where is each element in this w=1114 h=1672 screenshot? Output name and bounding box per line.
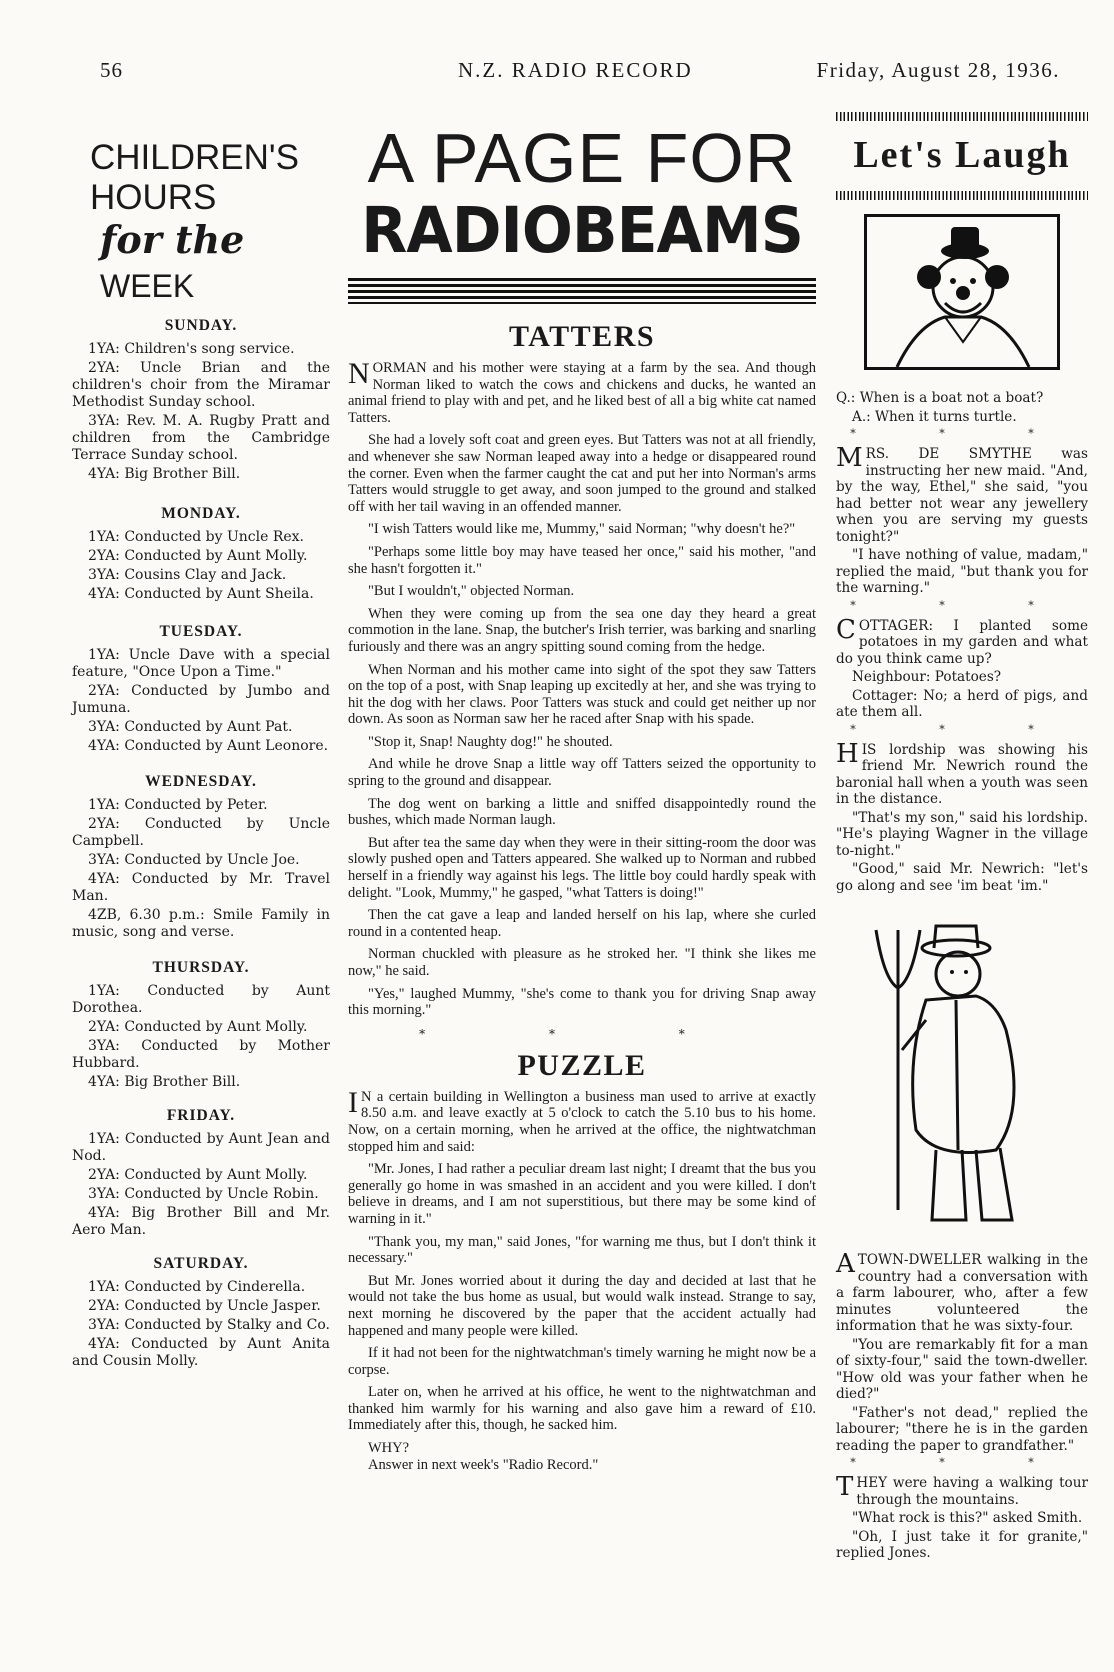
joke-question: Q.: When is a boat not a boat? xyxy=(836,390,1044,406)
headline-rules-divider xyxy=(348,278,816,304)
joke-line: "Oh, I just take it for granite," replied Jones. xyxy=(836,1528,1088,1561)
schedule-entry: 2YA: Conducted by Jumbo and Jumuna. xyxy=(72,683,330,716)
story-paragraph: If it had not been for the nightwatchman's timely warning he might now be a corpse. xyxy=(348,1345,816,1378)
schedule-entry: 3YA: Conducted by Mother Hubbard. xyxy=(72,1038,330,1071)
clown-icon xyxy=(867,217,1057,367)
schedule-entry: 3YA: Conducted by Uncle Robin. xyxy=(88,1186,319,1202)
schedule-entry: 1YA: Children's song service. xyxy=(88,341,295,357)
schedule-entry: 1YA: Conducted by Aunt Jean and Nod. xyxy=(72,1131,330,1164)
puzzle-title: PUZZLE xyxy=(517,1048,647,1082)
schedule-entry: 2YA: Uncle Brian and the children's choir from the Miramar Methodist Sunday school. xyxy=(72,360,330,410)
dropcap: H xyxy=(836,738,859,769)
dashed-rule-top xyxy=(836,112,1088,121)
dropcap: N xyxy=(348,357,370,390)
story-paragraph: And while he drove Snap a little way off Tatters seized the opportunity to spring to the ground and disappear. xyxy=(348,756,816,790)
joke-answer: A.: When it turns turtle. xyxy=(852,408,1017,425)
subtitle-week: WEEK xyxy=(100,268,195,304)
masthead: N.Z. RADIO RECORD xyxy=(458,58,693,82)
story-paragraph: Then the cat gave a leap and landed herself on his lap, where she curled round in a contented heap. xyxy=(348,907,816,940)
clown-illustration xyxy=(864,214,1060,370)
schedule-entry: 4YA: Big Brother Bill and Mr. Aero Man. xyxy=(72,1205,330,1238)
farmer-illustration xyxy=(836,910,1088,1240)
dropcap: C xyxy=(836,614,856,645)
schedule-entry: 3YA: Conducted by Uncle Joe. xyxy=(88,852,300,868)
joke-mrs-de-smythe: MRS. DE SMYTHE was instructing her new maid. "And, by the way, Ethel," she said, "you had better not wear any jewellery when you are serving my guests tonight?" xyxy=(836,443,1088,545)
joke-line: "You are remarkably fit for a man of sixty-four," said the town-dweller. "How old was your father when he died?" xyxy=(836,1336,1088,1402)
headline-radiobeams: RADIOBEAMS xyxy=(361,194,803,268)
day-monday xyxy=(72,505,330,603)
radiobeams-column xyxy=(348,120,816,1473)
joke-line: Cottager: No; a herd of pigs, and ate them all. xyxy=(836,687,1088,720)
subtitle-script: for the xyxy=(100,217,245,262)
schedule-entry: 4YA: Conducted by Aunt Leonore. xyxy=(88,738,329,754)
day-sunday xyxy=(72,317,330,483)
story-paragraph: The dog went on barking a little and sniffed disappointedly round the bushes, which made Norman laugh. xyxy=(348,795,816,829)
childrens-hours-subtitle xyxy=(100,218,330,308)
day-heading: THURSDAY. xyxy=(152,959,250,976)
joke-line: "What rock is this?" asked Smith. xyxy=(852,1510,1083,1526)
joke-line: "That's my son," said his lordship. "He's playing Wagner in the village to-night." xyxy=(836,809,1088,859)
dropcap: I xyxy=(348,1085,358,1119)
schedule-entry: 3YA: Conducted by Stalky and Co. xyxy=(88,1317,330,1333)
joke-line: "I have nothing of value, madam," replied the maid, "but thank you for the warning." xyxy=(836,547,1088,596)
day-thursday xyxy=(72,959,330,1091)
lets-laugh-title: Let's Laugh xyxy=(853,134,1071,176)
dashed-rule-bottom xyxy=(836,191,1088,200)
childrens-hours-title: CHILDREN'S HOURS xyxy=(90,138,299,217)
joke-line: "Good," said Mr. Newrich: "let's go along and see 'im beat 'im." xyxy=(836,861,1088,894)
story-paragraph: When they were coming up from the sea one day they heard a great commotion in the lane. Snap, the butcher's Irish terrier, was barking and snarling furiously and there was an angry spitting sound coming from the hedge. xyxy=(348,605,816,655)
day-friday xyxy=(72,1107,330,1239)
tatters-first-paragraph: NORMAN and his mother were staying at a farm by the sea. And though Norman liked to watch the cows and chickens and ducks, he wanted an animal friend to play with and pet, and he liked best of all a big white cat named Tatters. xyxy=(348,357,816,426)
story-paragraph: "Perhaps some little boy may have teased her once," said his mother, "and she hasn't forgotten it." xyxy=(348,543,816,577)
story-paragraph: But after tea the same day when they were in their sitting-room the door was slowly pushed open and Tatters appeared. She walked up to Norman and rubbed herself in a friendly way against his legs. The little boy could hardly speak with delight. "Look, Mummy," he gasped, "what Tatters is doing!" xyxy=(348,834,816,901)
story-paragraph: Norman chuckled with pleasure as he stroked her. "I think she likes me now," he said. xyxy=(348,946,816,979)
joke-lordship: HIS lordship was showing his friend Mr. Newrich round the baronial hall when a youth was seen in the distance. xyxy=(836,738,1088,807)
headline-a-page-for: A PAGE FOR xyxy=(367,119,797,197)
joke-separator: * * * xyxy=(850,1456,1074,1469)
schedule-entry: 2YA: Conducted by Aunt Molly. xyxy=(88,548,308,564)
day-heading: SUNDAY. xyxy=(164,317,238,334)
story-paragraph: Later on, when he arrived at his office, he went to the nightwatchman and thanked him warmly for his warning and also gave him a reward of £10. Immediately after this, though, he sacked him. xyxy=(348,1384,816,1434)
schedule-entry: 1YA: Conducted by Aunt Dorothea. xyxy=(72,983,330,1016)
joke-walking-tour: THEY were having a walking tour through the mountains. xyxy=(836,1472,1088,1508)
childrens-hours-column xyxy=(72,138,330,1372)
joke-line: "Father's not dead," replied the labourer; "there he is in the garden reading the paper to grandfather." xyxy=(836,1404,1088,1454)
joke-separator: * * * xyxy=(850,722,1074,736)
day-heading: MONDAY. xyxy=(161,505,241,522)
story-paragraph: "I wish Tatters would like me, Mummy," said Norman; "why doesn't he?" xyxy=(368,521,796,538)
schedule-entry: 4YA: Conducted by Aunt Sheila. xyxy=(88,586,314,602)
puzzle-answer-note: Answer in next week's "Radio Record." xyxy=(368,1456,599,1473)
joke-town-dweller: ATOWN-DWELLER walking in the country had a conversation with a farm labourer, who, after a few minutes volunteered the information that he was sixty-four. xyxy=(836,1249,1088,1334)
page-header xyxy=(100,58,1060,88)
joke-separator: * * * xyxy=(850,598,1074,612)
section-separator: * * * xyxy=(419,1026,745,1041)
story-paragraph: "Thank you, my man," said Jones, "for warning me thus, but I don't think it necessary." xyxy=(348,1233,816,1267)
schedule-entry: 2YA: Conducted by Aunt Molly. xyxy=(88,1019,308,1035)
issue-date: Friday, August 28, 1936. xyxy=(816,58,1060,82)
dropcap: A xyxy=(836,1249,855,1279)
schedule-entry: 4YA: Conducted by Mr. Travel Man. xyxy=(72,871,330,904)
schedule-entry: 4YA: Big Brother Bill. xyxy=(88,466,241,482)
day-wednesday xyxy=(72,773,330,941)
story-paragraph: "Mr. Jones, I had rather a peculiar dream last night; I dreamt that the bus you generally go home in was smashed in an accident and you were killed. I don't believe in dreams, and I am not superstitious, but there may be some kind of warning in it." xyxy=(348,1161,816,1227)
joke-line: Neighbour: Potatoes? xyxy=(852,669,1002,685)
story-paragraph: She had a lovely soft coat and green eyes. But Tatters was not at all friendly, and whenever she saw Norman leaped away into a hedge or disappeared round the corner. Even when the farmer caught the cat and put her into Norman's arms Tatters would struggle to get away, and soon jumped to the ground and stalked off with her tail waving in an offended manner. xyxy=(348,432,816,515)
schedule-entry: 4ZB, 6.30 p.m.: Smile Family in music, song and verse. xyxy=(72,907,330,940)
dropcap: T xyxy=(836,1472,854,1502)
story-paragraph: But Mr. Jones worried about it during the day and decided at last that he would not take the bus home as usual, but would walk instead. Strange to say, next morning he discovered by the paper that the accident actually had happened and many people were killed. xyxy=(348,1272,816,1339)
page-number: 56 xyxy=(100,58,123,82)
schedule-entry: 3YA: Conducted by Aunt Pat. xyxy=(88,719,293,735)
schedule-entry: 3YA: Rev. M. A. Rugby Pratt and children from the Cambridge Terrace Sunday school. xyxy=(72,413,330,463)
day-saturday xyxy=(72,1255,330,1370)
schedule-entry: 1YA: Conducted by Peter. xyxy=(88,797,268,813)
day-tuesday xyxy=(72,623,330,755)
day-heading: SATURDAY. xyxy=(153,1255,249,1272)
joke-cottager: COTTAGER: I planted some potatoes in my garden and what do you think came up? xyxy=(836,614,1088,667)
story-paragraph: "Stop it, Snap! Naughty dog!" he shouted. xyxy=(368,733,613,750)
story-paragraph: When Norman and his mother came into sight of the spot they saw Tatters on the top of a post, with Snap leaping up excitedly at her, and she was trying to hit the dog with her claws. Poor Tatters was stuck and could get neither up nor down. As soon as Norman saw her he raced after Snap with his spade. xyxy=(348,661,816,728)
day-heading: TUESDAY. xyxy=(159,623,243,640)
schedule-entry: 4YA: Conducted by Aunt Anita and Cousin Molly. xyxy=(72,1336,330,1369)
puzzle-first-paragraph: I N a certain building in Wellington a business man used to arrive at exactly 8.50 a.m. and leave exactly at 5 o'clock to catch the 5.10 bus to his home. Now, on a certain morning, when he arrived at the office, the nightwatchman stopped him and said: xyxy=(348,1085,816,1155)
story-paragraph: "Yes," laughed Mummy, "she's come to thank you for driving Snap away this morning." xyxy=(348,985,816,1019)
joke-separator: * * * xyxy=(850,427,1074,440)
schedule-entry: 2YA: Conducted by Aunt Molly. xyxy=(88,1167,308,1183)
schedule-entry: 1YA: Uncle Dave with a special feature, "Once Upon a Time." xyxy=(72,647,330,680)
schedule-entry: 4YA: Big Brother Bill. xyxy=(88,1074,241,1090)
lets-laugh-column xyxy=(836,112,1088,1564)
schedule-entry: 2YA: Conducted by Uncle Campbell. xyxy=(72,816,330,849)
day-heading: WEDNESDAY. xyxy=(145,773,257,790)
schedule-entry: 2YA: Conducted by Uncle Jasper. xyxy=(88,1298,321,1314)
dropcap: M xyxy=(836,443,863,473)
schedule-entry: 1YA: Conducted by Uncle Rex. xyxy=(88,529,305,545)
day-heading: FRIDAY. xyxy=(166,1107,236,1124)
tatters-title: TATTERS xyxy=(508,320,656,353)
schedule-entry: 3YA: Cousins Clay and Jack. xyxy=(88,567,287,583)
schedule-entry: 1YA: Conducted by Cinderella. xyxy=(88,1279,306,1295)
story-paragraph: "But I wouldn't," objected Norman. xyxy=(368,583,575,600)
puzzle-why: WHY? xyxy=(368,1440,410,1457)
